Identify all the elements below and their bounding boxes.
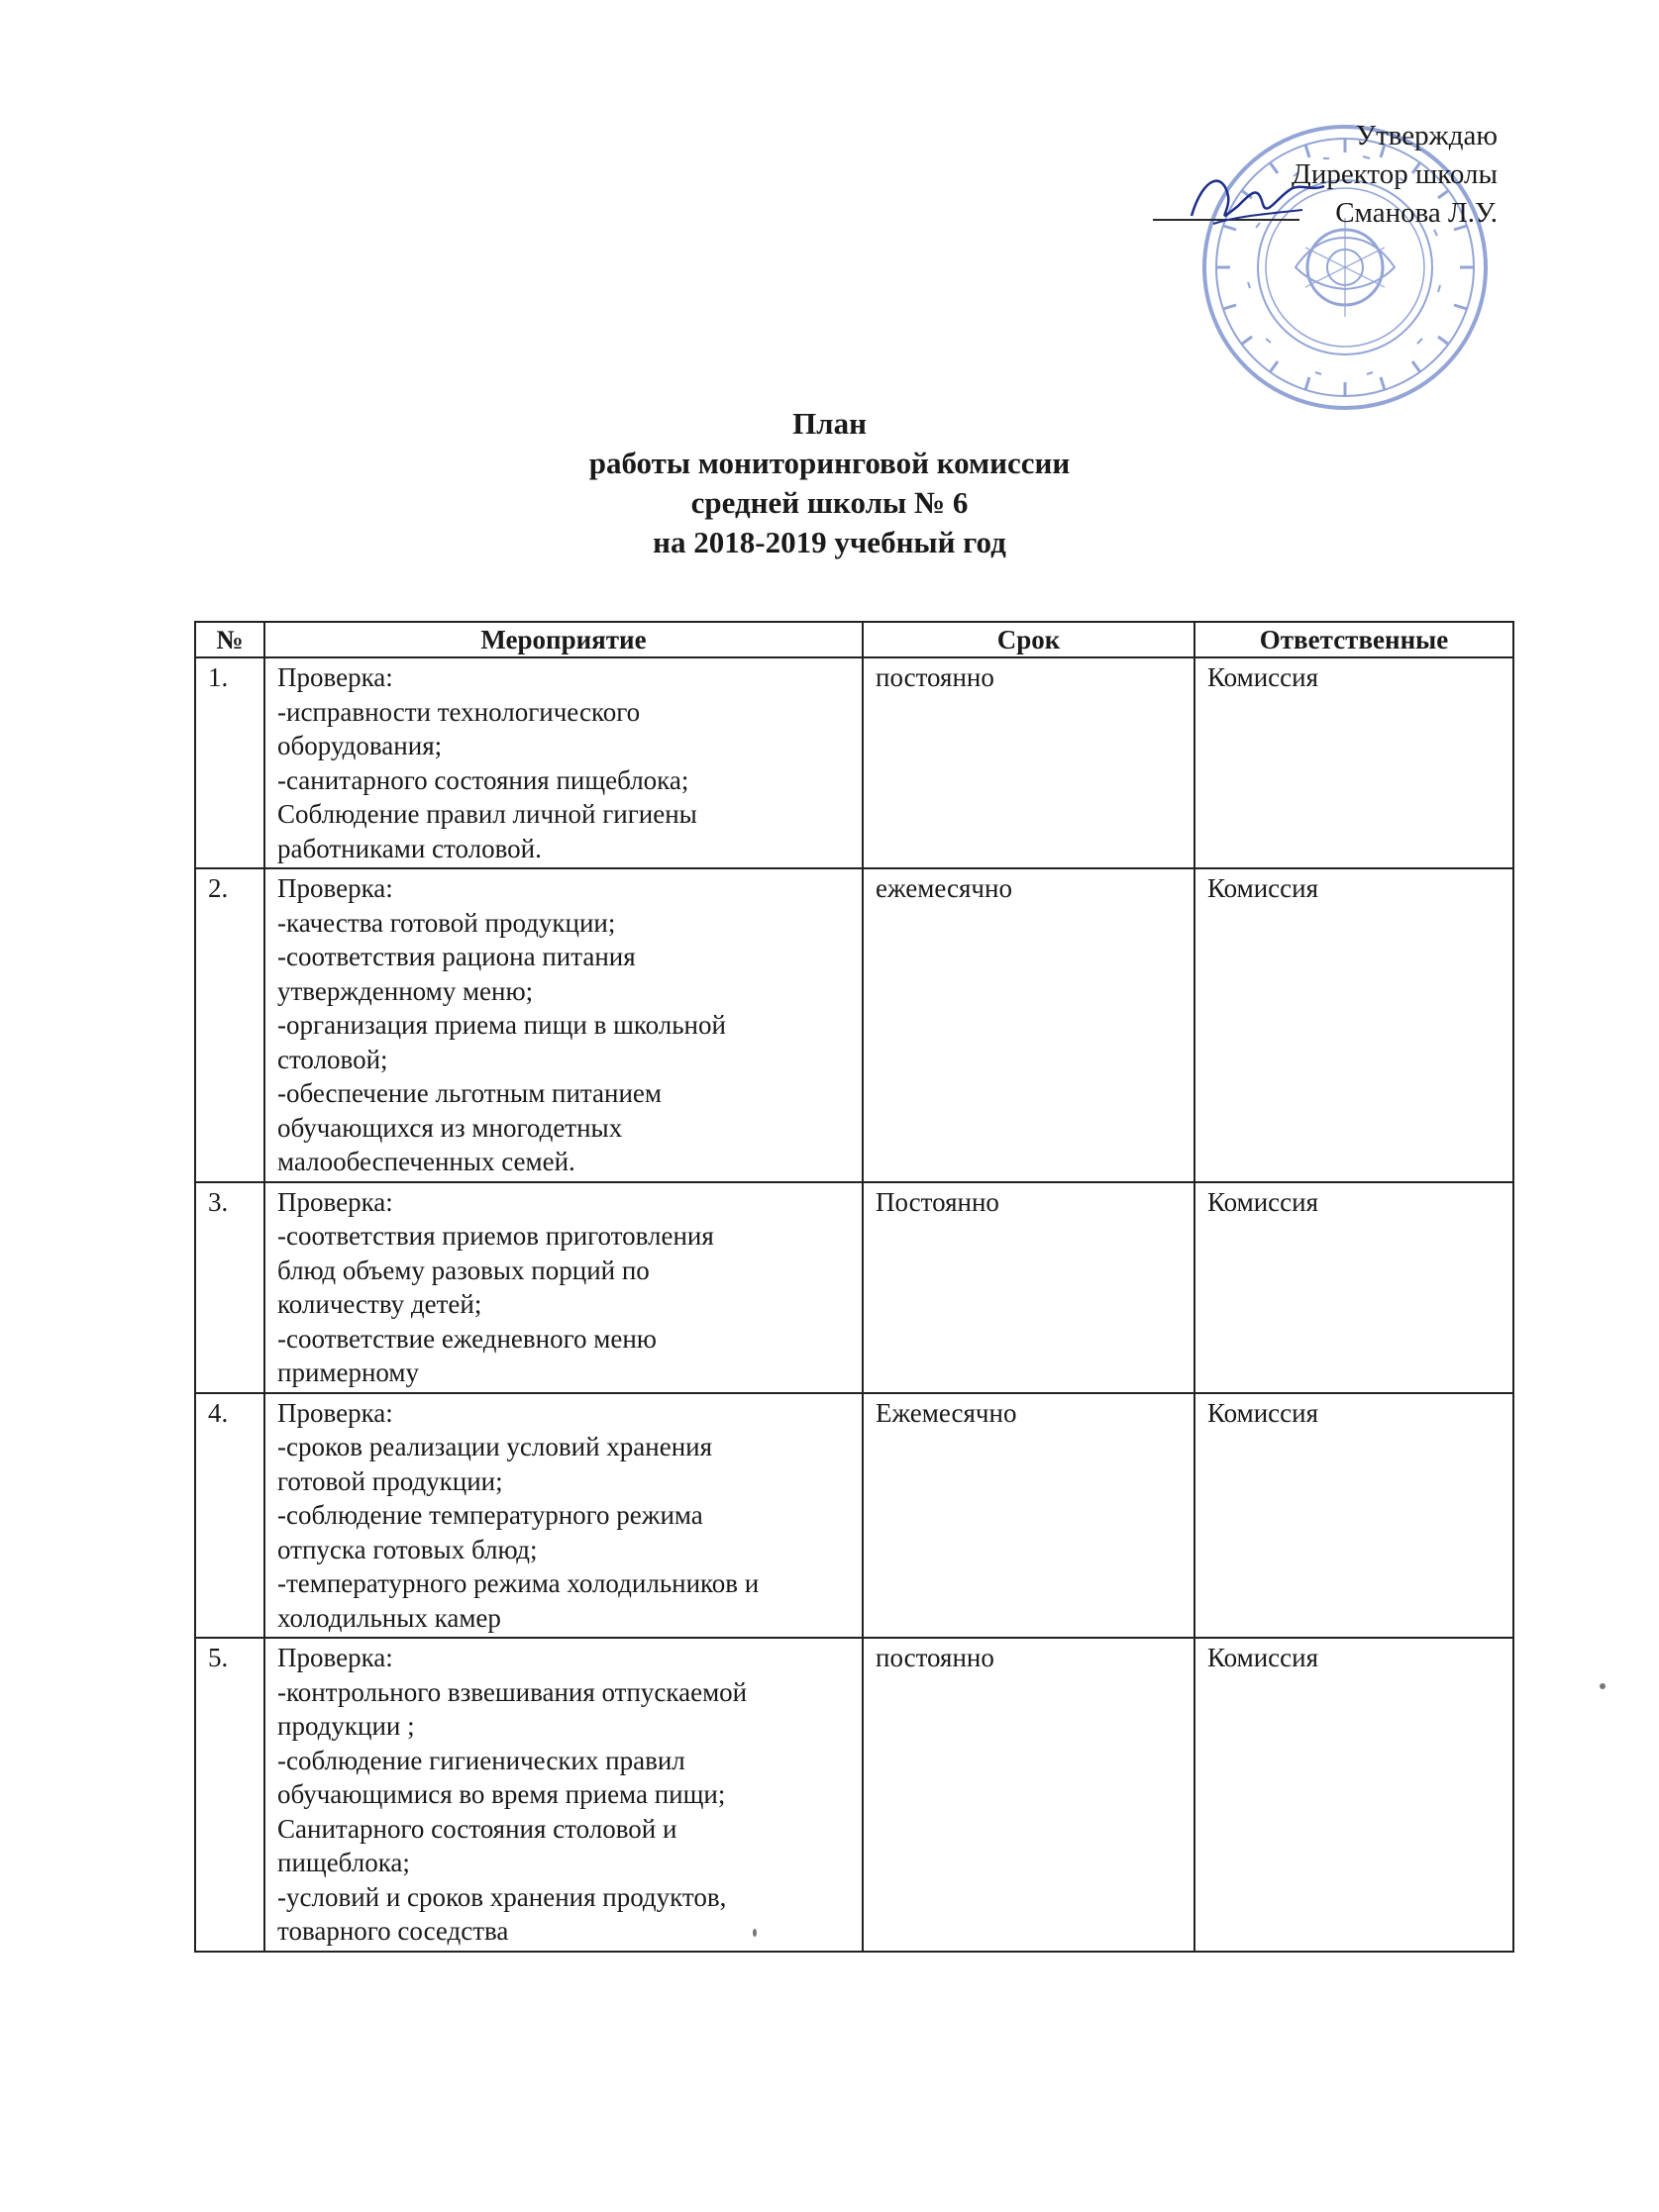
event-line: -обеспечение льготным питанием <box>277 1078 663 1108</box>
header-event: Мероприятие <box>264 622 863 657</box>
row-term: Ежемесячно <box>863 1393 1194 1639</box>
event-line: Соблюдение правил личной гигиены <box>277 799 697 829</box>
event-line: -исправности технологического <box>277 696 641 727</box>
event-line: количеству детей; <box>277 1289 482 1319</box>
table-row <box>195 1393 1513 1639</box>
event-line: Санитарного состояния столовой и <box>277 1813 677 1844</box>
row-responsible: Комиссия <box>1194 868 1513 1182</box>
header-number: № <box>195 622 264 657</box>
event-line: -соответствие ежедневного меню <box>277 1323 657 1354</box>
row-number: 1. <box>195 657 264 868</box>
row-event <box>264 1182 863 1393</box>
title-line-4: на 2018-2019 учебный год <box>653 525 1006 559</box>
row-number: 2. <box>195 868 264 1182</box>
event-line: -соответствия рациона питания <box>277 942 636 971</box>
table-row <box>195 657 1513 868</box>
event-line: отпуска готовых блюд; <box>277 1534 538 1564</box>
header-term: Срок <box>863 622 1194 657</box>
row-number: 3. <box>195 1182 264 1393</box>
row-number: 5. <box>195 1638 264 1952</box>
row-responsible: Комиссия <box>1194 1182 1513 1393</box>
event-line: холодильных камер <box>277 1602 501 1633</box>
row-responsible: Комиссия <box>1194 1638 1513 1952</box>
row-term: ежемесячно <box>863 868 1194 1182</box>
event-line: -санитарного состояния пищеблока; <box>277 764 689 795</box>
plan-table <box>194 621 1514 1953</box>
event-line: -соблюдение гигиенических правил <box>277 1745 685 1775</box>
scan-speck <box>753 1929 757 1937</box>
row-event <box>264 657 863 868</box>
event-line: Проверка: <box>277 1643 393 1672</box>
approval-heading: Утверждаю <box>1355 120 1498 151</box>
title-line-2: работы мониторинговой комиссии <box>588 446 1071 480</box>
row-responsible: Комиссия <box>1194 1393 1513 1639</box>
approval-position: Директор школы <box>1292 158 1498 190</box>
row-event <box>264 1393 863 1639</box>
event-line: обучающимися во время приема пищи; <box>277 1779 726 1809</box>
event-line: Проверка: <box>277 873 393 903</box>
row-term: постоянно <box>863 657 1194 868</box>
event-line: пищеблока; <box>277 1848 410 1877</box>
event-line: готовой продукции; <box>277 1465 503 1496</box>
event-line: оборудования; <box>277 731 443 760</box>
table-header-row <box>195 622 1513 657</box>
row-event <box>264 1638 863 1952</box>
table-row <box>195 868 1513 1182</box>
event-line: -условий и сроков хранения продуктов, <box>277 1881 727 1912</box>
approval-name: Сманова Л.У. <box>1335 197 1498 229</box>
title-line-1: План <box>792 406 867 441</box>
event-line: -сроков реализации условий хранения <box>277 1432 713 1461</box>
event-line: -соответствия приемов приготовления <box>277 1221 714 1251</box>
event-line: Проверка: <box>277 1397 393 1428</box>
event-line: утвержденному меню; <box>277 975 534 1006</box>
table-row <box>195 1182 1513 1393</box>
event-line: -организация приема пищи в школьной <box>277 1010 726 1040</box>
event-line: товарного соседства <box>277 1916 509 1946</box>
event-line: Проверка: <box>277 1186 393 1217</box>
event-line: примерному <box>277 1357 419 1387</box>
document-title <box>0 404 1659 562</box>
signature-icon <box>1184 166 1332 236</box>
event-line: малообеспеченных семей. <box>277 1147 575 1176</box>
title-line-3: средней школы № 6 <box>690 485 969 520</box>
scan-speck <box>1600 1683 1606 1689</box>
event-line: -соблюдение температурного режима <box>277 1500 703 1530</box>
row-event <box>264 868 863 1182</box>
event-line: продукции ; <box>277 1711 415 1741</box>
row-term: Постоянно <box>863 1182 1194 1393</box>
event-line: работниками столовой. <box>277 833 542 863</box>
event-line: -качества готовой продукции; <box>277 907 616 938</box>
event-line: Проверка: <box>277 662 393 692</box>
row-term: постоянно <box>863 1638 1194 1952</box>
event-line: -контрольного взвешивания отпускаемой <box>277 1676 748 1707</box>
event-line: столовой; <box>277 1044 388 1074</box>
header-responsible: Ответственные <box>1194 622 1513 657</box>
event-line: обучающихся из многодетных <box>277 1112 623 1143</box>
event-line: -температурного режима холодильников и <box>277 1568 760 1598</box>
table-row <box>195 1638 1513 1952</box>
row-responsible: Комиссия <box>1194 657 1513 868</box>
event-line: блюд объему разовых порций по <box>277 1255 650 1285</box>
row-number: 4. <box>195 1393 264 1639</box>
table-body <box>195 657 1513 1952</box>
